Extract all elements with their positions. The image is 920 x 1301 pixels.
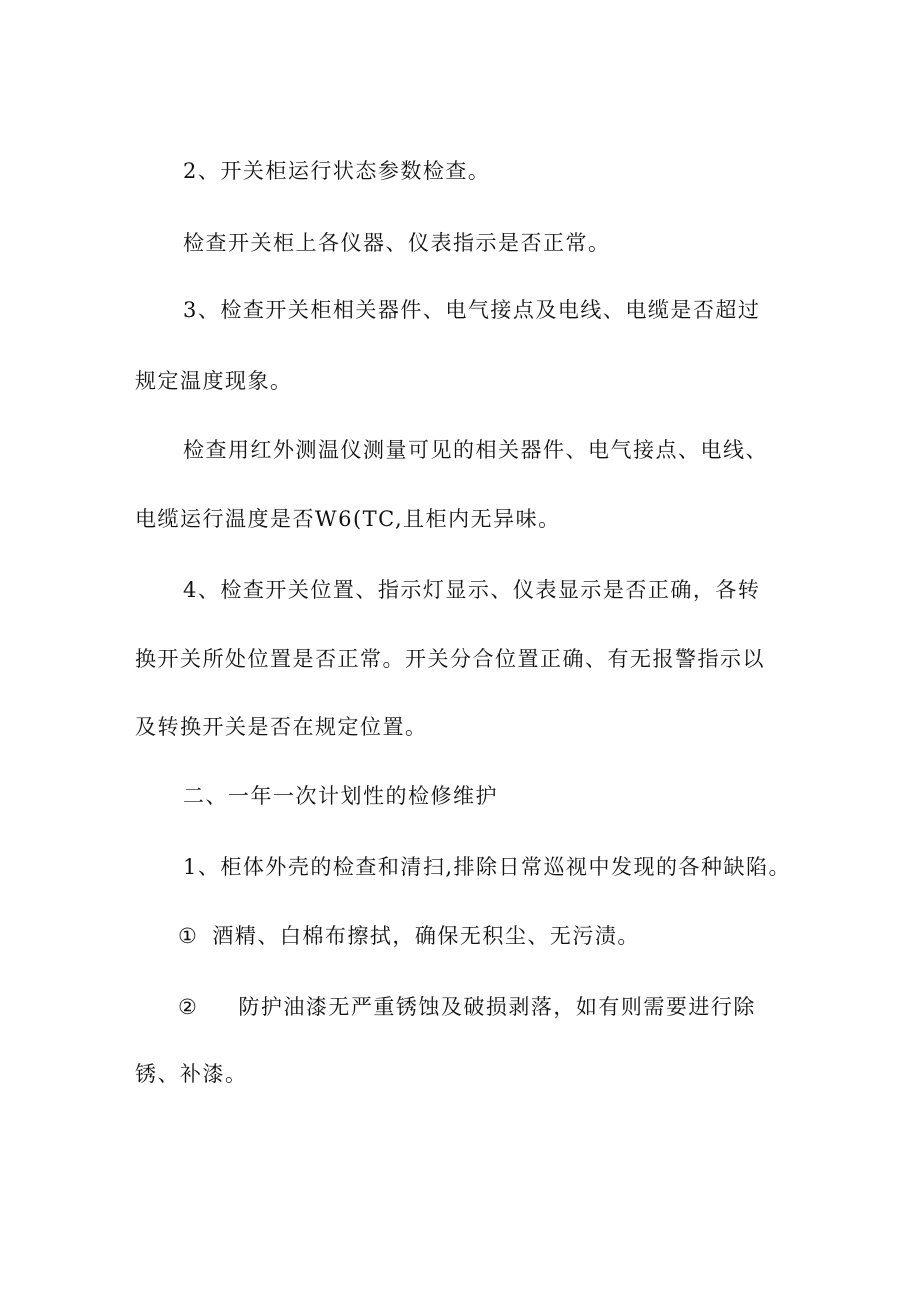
- list-marker: ②: [178, 995, 199, 1019]
- paragraph-line: 锈、补漆。: [135, 1062, 248, 1086]
- list-marker: ①: [178, 924, 199, 948]
- paragraph-line: 及转换开关是否在规定位置。: [135, 715, 428, 739]
- paragraph-line: 检查用红外测温仪测量可见的相关器件、电气接点、电线、: [183, 438, 768, 462]
- list-item-text: 酒精、白棉布擦拭，确保无积尘、无污渍。: [212, 924, 640, 948]
- list-item: [178, 922, 640, 950]
- paragraph-line: 检查开关柜上各仪器、仪表指示是否正常。: [183, 231, 611, 255]
- paragraph-line: 4、检查开关位置、指示灯显示、仪表显示是否正确，各转: [183, 578, 761, 602]
- paragraph-line: 3、检查开关柜相关器件、电气接点及电线、电缆是否超过: [183, 298, 761, 322]
- paragraph-line: 电缆运行温度是否W6(TC,且柜内无异味。: [135, 507, 561, 531]
- paragraph-line: 1、柜体外壳的检查和清扫,排除日常巡视中发现的各种缺陷。: [183, 855, 792, 879]
- list-item: [178, 993, 756, 1021]
- paragraph-line: 2、开关柜运行状态参数检查。: [183, 159, 491, 183]
- section-heading: 二、一年一次计划性的检修维护: [183, 784, 498, 808]
- paragraph-line: 换开关所处位置是否正常。开关分合位置正确、有无报警指示以: [135, 647, 765, 671]
- paragraph-line: 规定温度现象。: [135, 369, 293, 393]
- list-item-text: 防护油漆无严重锈蚀及破损剥落，如有则需要进行除: [238, 995, 756, 1019]
